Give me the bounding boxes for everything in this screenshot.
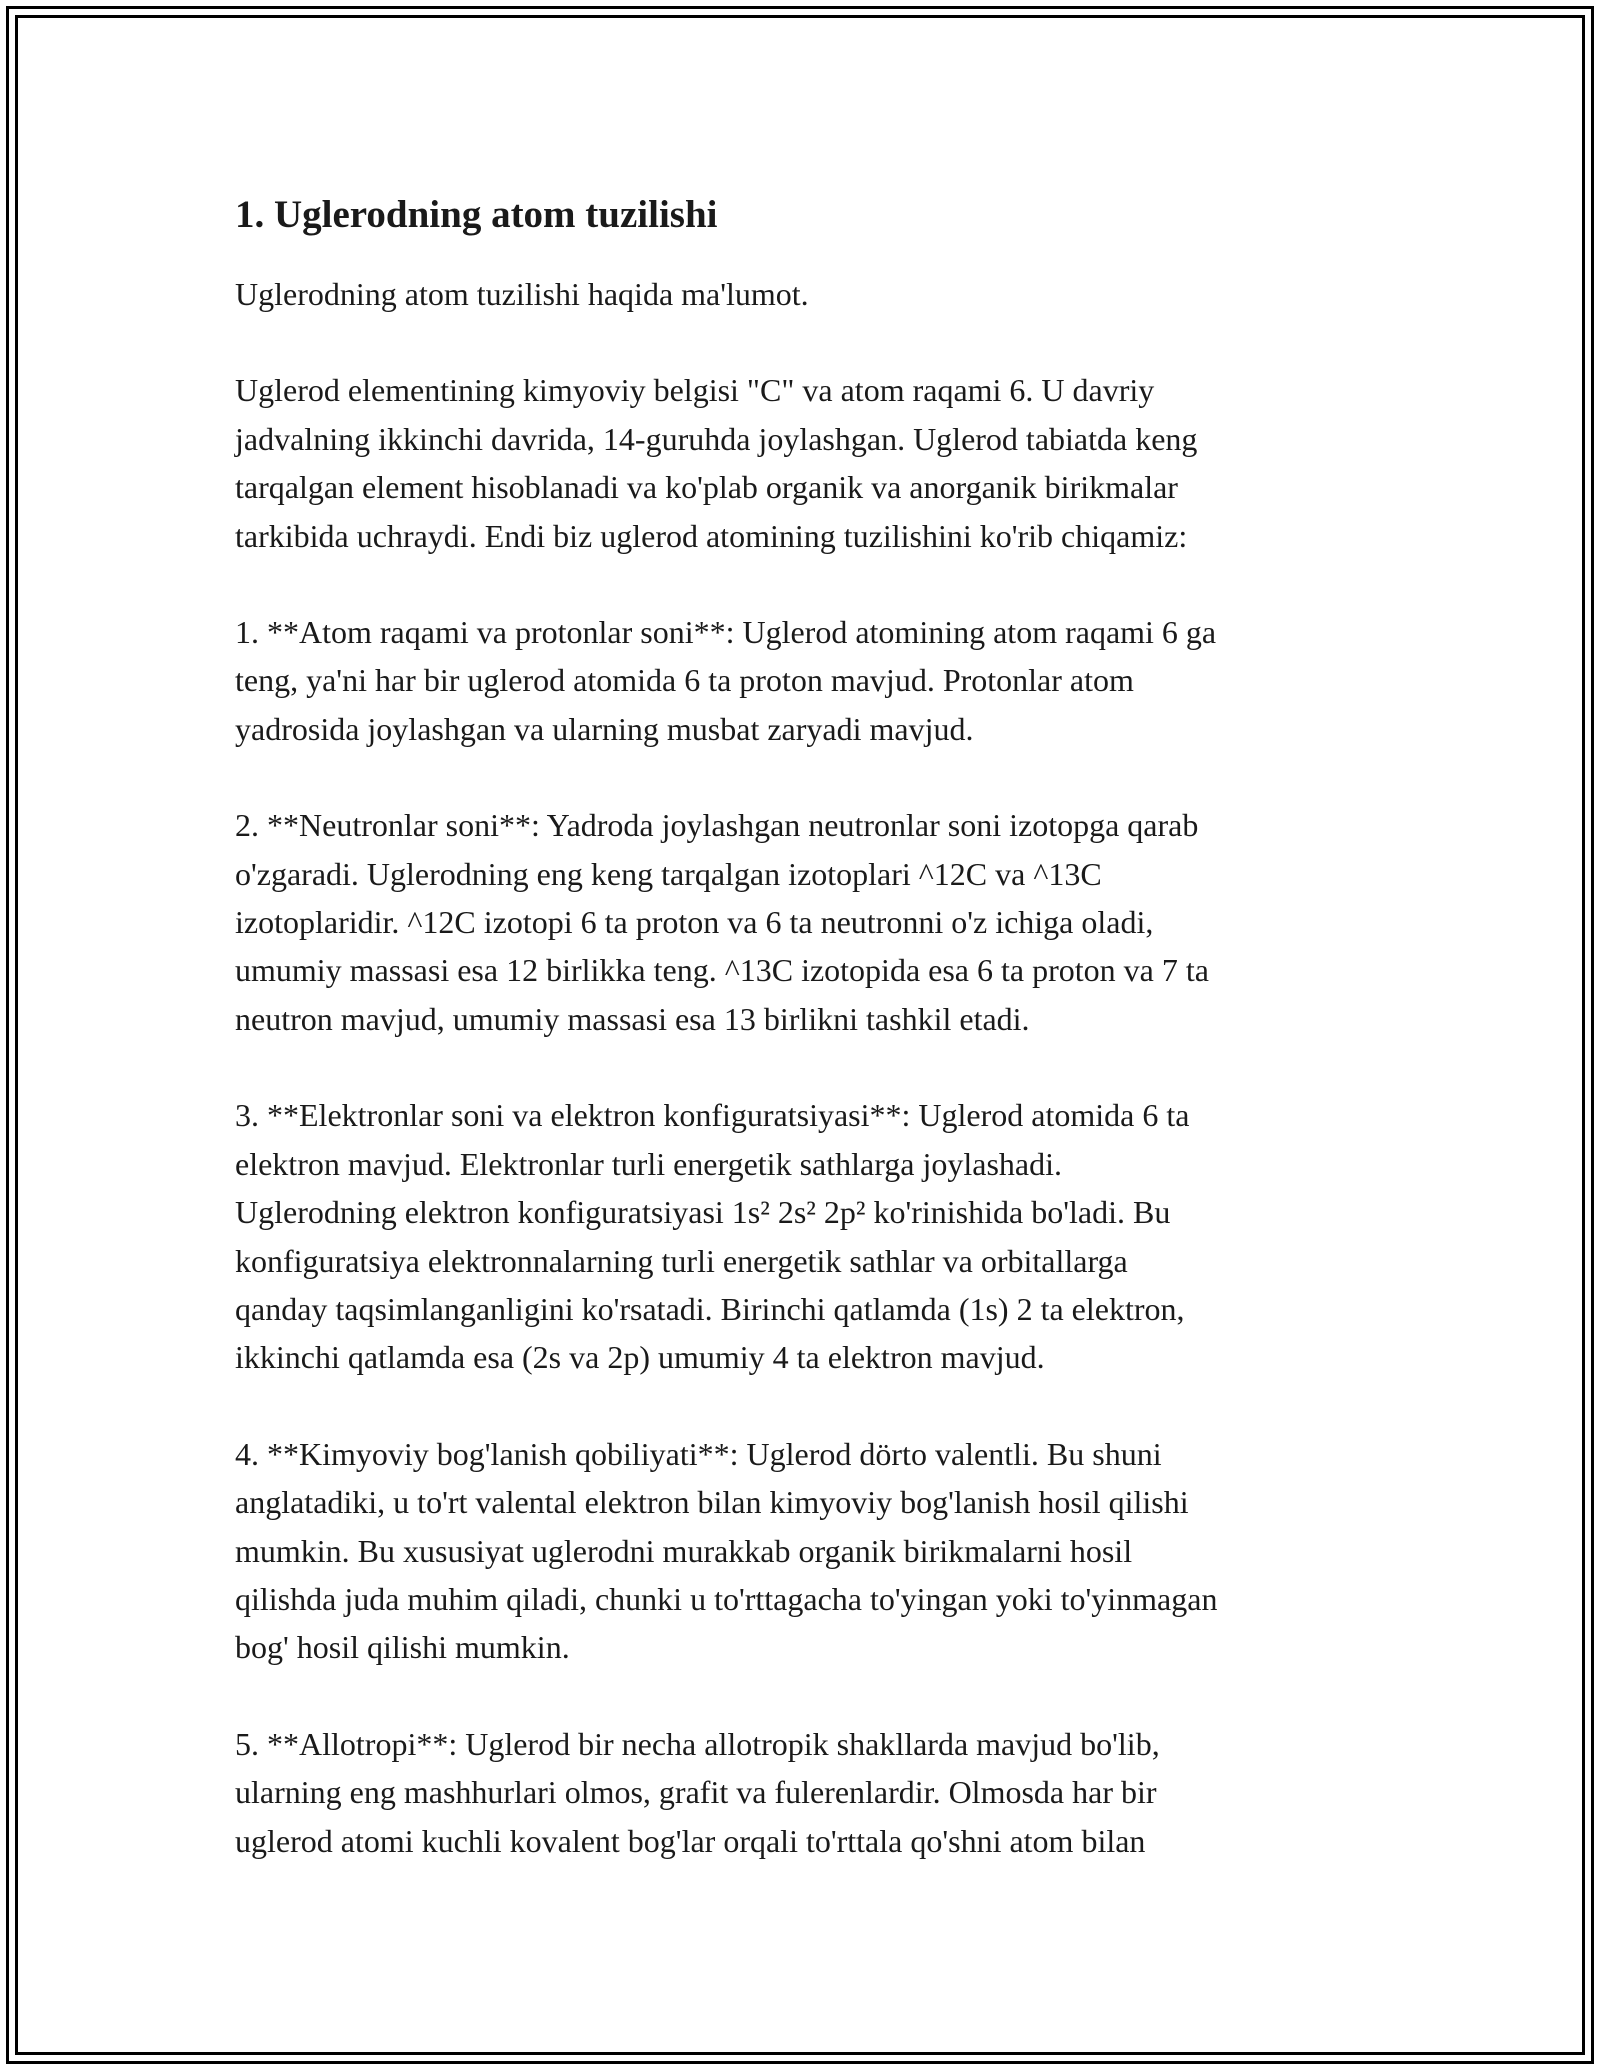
list-item-bonding: 4. **Kimyoviy bog'lanish qobiliyati**: Uglerod dörto valentli. Bu shuni anglatadiki, u to'rt valental elektron bilan kimyoviy bog'lanish hosil qilishi mumkin. Bu xususiyat uglerodni murakkab organik birikmalarni hosil qilishda juda muhim qiladi, chunki u to'rttagacha to'yingan yoki to'yinmagan bog' hosil qilishi mumkin. (235, 1435, 1218, 1666)
list-item-allotropy: 5. **Allotropi**: Uglerod bir necha allotropik shakllarda mavjud bo'lib, ularning eng mashhurlari olmos, grafit va fulerenlardir. Olmosda har bir uglerod atomi kuchli kovalent bog'lar orqali to'rttala qo'shni atom bilan (235, 1725, 1160, 1859)
page-title: 1. Uglerodning atom tuzilishi (235, 193, 718, 236)
document-body (235, 184, 1370, 1865)
list-item-atomic-number: 1. **Atom raqami va protonlar soni**: Uglerod atomining atom raqami 6 ga teng, ya'ni har bir uglerod atomida 6 ta proton mavjud. Protonlar atom yadrosida joylashgan va ularning musbat zaryadi mavjud. (235, 614, 1217, 747)
list-item-neutrons: 2. **Neutronlar soni**: Yadroda joylashgan neutronlar soni izotopga qarab o'zgaradi. Uglerodning eng keng tarqalgan izotoplari ^12C va ^13C izotoplaridir. ^12C izotopi 6 ta proton va 6 ta neutronni o'z ichiga oladi, umumiy massasi esa 12 birlikka teng. ^13C izotopida esa 6 ta proton va 7 ta neutron mavjud, umumiy massasi esa 13 birlikni tashkil etadi. (235, 807, 1209, 1037)
list-item-electrons: 3. **Elektronlar soni va elektron konfiguratsiyasi**: Uglerod atomida 6 ta elektron mavjud. Elektronlar turli energetik sathlarga joylashadi. Uglerodning elektron konfiguratsiyasi 1s² 2s² 2p² ko'rinishida bo'ladi. Bu konfiguratsiya elektronnalarning turli energetik sathlar va orbitallarga qanday taqsimlanganligini ko'rsatadi. Birinchi qatlamda (1s) 2 ta elektron, ikkinchi qatlamda esa (2s va 2p) umumiy 4 ta elektron mavjud. (235, 1097, 1190, 1376)
intro-paragraph: Uglerodning atom tuzilishi haqida ma'lumot. (235, 276, 809, 312)
overview-paragraph: Uglerod elementining kimyoviy belgisi "C" va atom raqami 6. U davriy jadvalning ikkinchi davrida, 14-guruhda joylashgan. Uglerod tabiatda keng tarqalgan element hisoblanadi va ko'plab organik va anorganik birikmalar tarkibida uchraydi. Endi biz uglerod atomining tuzilishini ko'rib chiqamiz: (235, 372, 1198, 554)
